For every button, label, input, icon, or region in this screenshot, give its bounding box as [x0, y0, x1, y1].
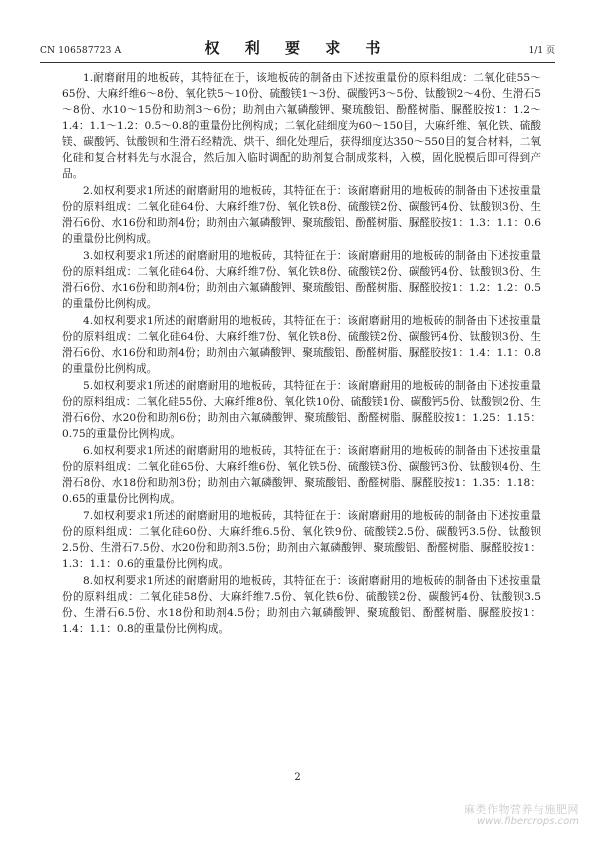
claim-2: 2.如权利要求1所述的耐磨耐用的地板砖，其特征在于：该耐磨耐用的地板砖的制备由下述按重量份的原料组成：二氧化硅64份、大麻纤维7份、氧化铁8份、硫酸镁2份、碳酸钙4份、钛酸钡3份、生滑石6份、水16份和助剂4份；助剂由六氟磷酸钾、聚琉酸铝、酚醛树脂、脲醛胶按1：1.3：1.1：0.6的重量份比例构成。	[62, 185, 541, 245]
page-title: 权 利 要 求 书	[204, 39, 391, 57]
claims-body	[62, 70, 541, 638]
page-header	[40, 36, 555, 62]
claim-8: 8.如权利要求1所述的耐磨耐用的地板砖，其特征在于：该耐磨耐用的地板砖的制备由下述按重量份的原料组成：二氧化硅58份、大麻纤维7.5份、氧化铁6份、硫酸镁2份、碳酸钙4份、钛酸钡3.5份、生滑石6.5份、水18份和助剂4.5份；助剂由六氟磷酸钾、聚琉酸铝、酚醛树脂、脲醛胶按1：1.4：1.1：0.8的重量份比例构成。	[62, 575, 541, 635]
patent-number: CN 106587723 A	[40, 46, 122, 56]
claim-4: 4.如权利要求1所述的耐磨耐用的地板砖，其特征在于：该耐磨耐用的地板砖的制备由下述按重量份的原料组成：二氧化硅64份、大麻纤维7份、氧化铁8份、硫酸镁2份、碳酸钙4份、钛酸钡3份、生滑石6份、水16份和助剂4份；助剂由六氟磷酸钾、聚琉酸铝、酚醛树脂、脲醛胶按1：1.4：1.1：0.8的重量份比例构成。	[62, 315, 541, 375]
claim-3: 3.如权利要求1所述的耐磨耐用的地板砖，其特征在于：该耐磨耐用的地板砖的制备由下述按重量份的原料组成：二氧化硅64份、大麻纤维7份、氧化铁8份、硫酸镁2份、碳酸钙4份、钛酸钡3份、生滑石6份、水16份和助剂4份；助剂由六氟磷酸钾、聚琉酸铝、酚醛树脂、脲醛胶按1：1.2：1.2：0.5的重量份比例构成。	[62, 250, 541, 310]
header-divider	[40, 62, 555, 63]
page-indicator: 1/1 页	[528, 46, 555, 56]
page-number: 2	[294, 772, 301, 783]
claim-5: 5.如权利要求1所述的耐磨耐用的地板砖，其特征在于：该耐磨耐用的地板砖的制备由下述按重量份的原料组成：二氧化硅55份、大麻纤维8份、氧化铁10份、硫酸镁1份、碳酸钙5份、钛酸钡2份、生滑石6份、水20份和助剂6份；助剂由六氟磷酸钾、聚琉酸铝、酚醛树脂、脲醛胶按1：1.25：1.15：0.75的重量份比例构成。	[62, 380, 541, 440]
claim-6: 6.如权利要求1所述的耐磨耐用的地板砖，其特征在于：该耐磨耐用的地板砖的制备由下述按重量份的原料组成：二氧化硅65份、大麻纤维6份、氧化铁5份、硫酸镁3份、碳酸钙3份、钛酸钡4份、生滑石8份、水18份和助剂3份；助剂由六氟磷酸钾、聚琉酸铝、酚醛树脂、脲醛胶按1：1.35：1.18：0.65的重量份比例构成。	[62, 445, 541, 505]
watermark-site-name: 麻类作物营养与施肥网	[464, 803, 579, 816]
claim-7: 7.如权利要求1所述的耐磨耐用的地板砖，其特征在于：该耐磨耐用的地板砖的制备由下述按重量份的原料组成：二氧化硅60份、大麻纤维6.5份、氧化铁9份、硫酸镁2.5份、碳酸钙3.5份、钛酸钡2.5份、生滑石7.5份、水20份和助剂3.5份；助剂由六氟磷酸钾、聚琉酸铝、酚醛树脂、脲醛胶按1：1.3：1.1：0.6的重量份比例构成。	[62, 510, 541, 570]
watermark	[464, 804, 579, 828]
claim-1: 1.耐磨耐用的地板砖，其特征在于，该地板砖的制备由下述按重量份的原料组成：二氧化硅55～65份、大麻纤维6～8份、氧化铁5～10份、硫酸镁1～3份、碳酸钙3～5份、钛酸钡2～4份、生滑石5～8份、水10～15份和助剂3～6份；助剂由六氟磷酸钾、聚琉酸铝、酚醛树脂、脲醛胶按1：1.2～1.4：1.1～1.2：0.5～0.8的重量份比例构成；二氧化硅细度为60～150目，大麻纤维、氧化铁、硫酸镁、碳酸钙、钛酸钡和生滑石经精洗、烘干、细化处理后，获得细度达350～550目的复合材料，二氧化硅和复合材料先与水混合，然后加入临时调配的助剂复合制成浆料，入模，固化脱模后即可得到产品。	[62, 72, 541, 180]
watermark-url: www.fibercrops.com	[477, 816, 579, 827]
